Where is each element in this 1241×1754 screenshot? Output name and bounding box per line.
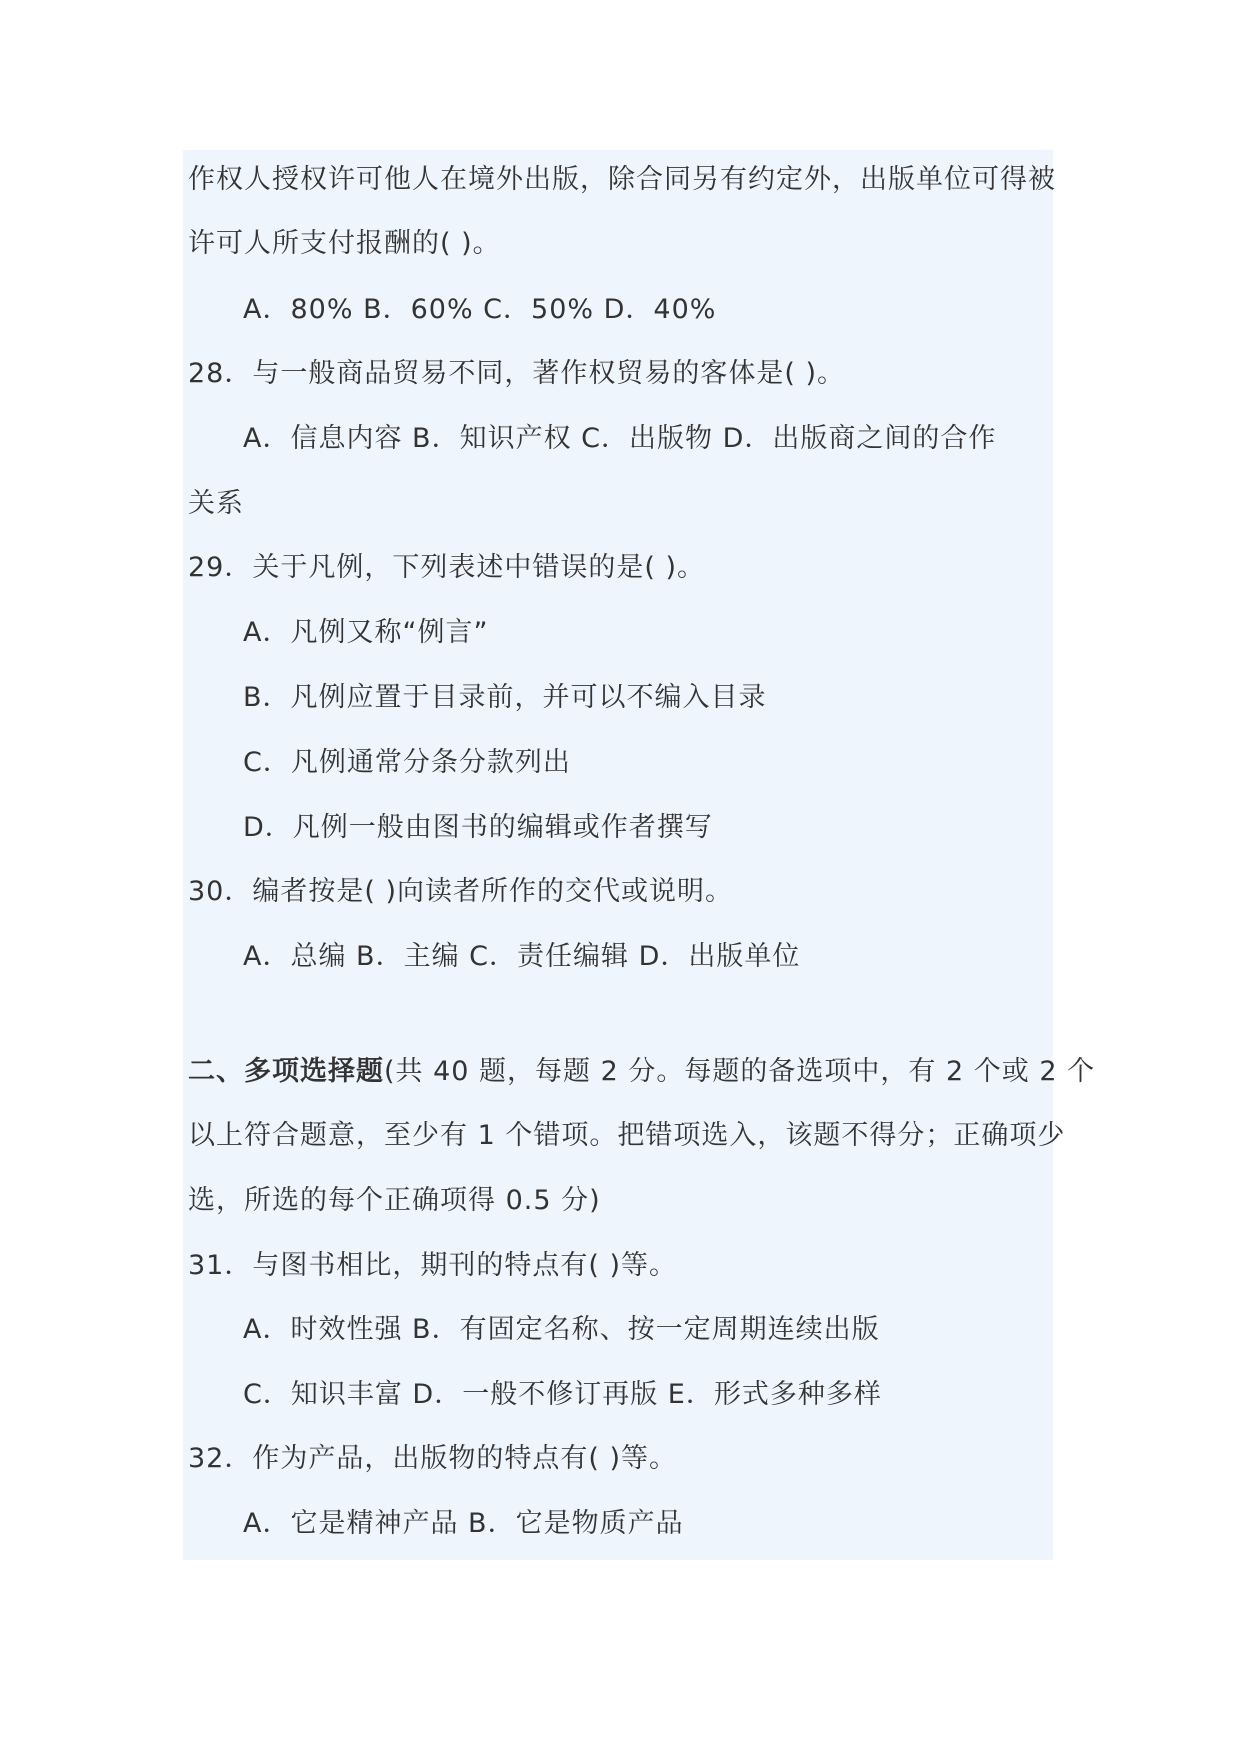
question-27-options: A．80% B．60% C．50% D．40% xyxy=(243,294,717,325)
section-2-intro-line-2: 以上符合题意，至少有 1 个错项。把错项选入，该题不得分；正确项少 xyxy=(188,1120,1066,1151)
question-30-stem: 30．编者按是( )向读者所作的交代或说明。 xyxy=(188,876,734,907)
question-31-options-line-2: C．知识丰富 D．一般不修订再版 E．形式多种多样 xyxy=(243,1379,882,1410)
question-28-stem: 28．与一般商品贸易不同，著作权贸易的客体是( )。 xyxy=(188,358,846,389)
section-2-description: (共 40 题，每题 2 分。每题的备选项中，有 2 个或 2 个 xyxy=(384,1056,1096,1087)
question-28-options-line-1: A．信息内容 B．知识产权 C．出版物 D．出版商之间的合作 xyxy=(243,423,997,454)
question-29-option-a: A．凡例又称“例言” xyxy=(243,617,489,648)
question-29-option-c: C．凡例通常分条分款列出 xyxy=(243,747,571,778)
question-32-stem: 32．作为产品，出版物的特点有( )等。 xyxy=(188,1443,678,1474)
question-27-continuation-line-2: 许可人所支付报酬的( )。 xyxy=(188,228,501,259)
question-32-options-line-1: A．它是精神产品 B．它是物质产品 xyxy=(243,1508,684,1539)
question-27-continuation-line-1: 作权人授权许可他人在境外出版，除合同另有约定外，出版单位可得被 xyxy=(188,164,1056,195)
question-29-option-b: B．凡例应置于目录前，并可以不编入目录 xyxy=(243,682,767,713)
section-2-intro-line-1 xyxy=(188,1054,1095,1090)
question-29-option-d: D．凡例一般由图书的编辑或作者撰写 xyxy=(243,812,713,843)
question-29-stem: 29．关于凡例，下列表述中错误的是( )。 xyxy=(188,552,706,583)
question-31-options-line-1: A．时效性强 B．有固定名称、按一定周期连续出版 xyxy=(243,1314,880,1345)
question-31-stem: 31．与图书相比，期刊的特点有( )等。 xyxy=(188,1250,678,1281)
question-28-options-line-2: 关系 xyxy=(188,488,244,519)
section-2-intro-line-3: 选，所选的每个正确项得 0.5 分) xyxy=(188,1185,601,1216)
section-2-heading: 二、多项选择题 xyxy=(188,1056,384,1087)
question-30-options: A．总编 B．主编 C．责任编辑 D．出版单位 xyxy=(243,941,801,972)
